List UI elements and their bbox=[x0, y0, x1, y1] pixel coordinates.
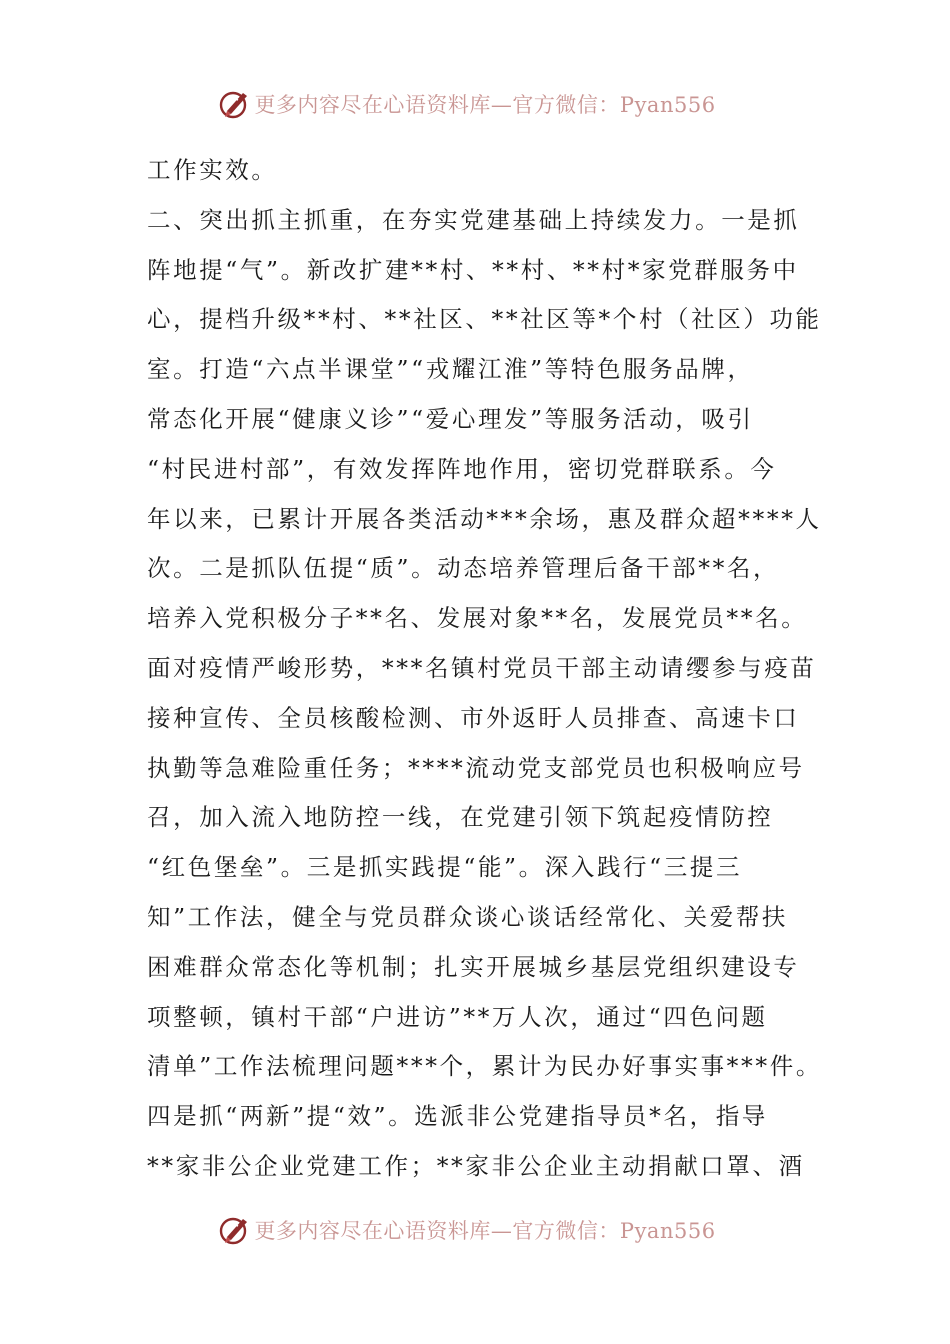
pen-logo-icon bbox=[218, 1213, 252, 1247]
text-line: 心，提档升级**村、**社区、**社区等*个村（社区）功能 bbox=[147, 305, 822, 334]
text-line: 室。打造“六点半课堂”“戎耀江淮”等特色服务品牌， bbox=[147, 355, 754, 384]
text-line: 年以来，已累计开展各类活动***余场，惠及群众超****人 bbox=[147, 504, 822, 533]
text-line: 清单”工作法梳理问题***个，累计为民办好事实事***件。 bbox=[147, 1052, 822, 1081]
header-watermark bbox=[0, 84, 950, 124]
text-line: 面对疫情严峻形势，***名镇村党员干部主动请缨参与疫苗 bbox=[147, 653, 817, 682]
header-watermark-content bbox=[218, 87, 715, 121]
text-line: 接种宣传、全员核酸检测、市外返盱人员排查、高速卡口 bbox=[147, 703, 800, 732]
text-line: 四是抓“两新”提“效”。选派非公党建指导员*名，指导 bbox=[147, 1102, 768, 1131]
footer-watermark bbox=[0, 1210, 950, 1250]
text-line: **家非公企业党建工作；**家非公企业主动捐献口罩、酒 bbox=[147, 1151, 805, 1180]
text-line: “村民进村部”，有效发挥阵地作用，密切党群联系。今 bbox=[147, 454, 777, 483]
watermark-text: 更多内容尽在心语资料库—官方微信：Pyan556 bbox=[254, 1219, 716, 1243]
pen-logo-icon bbox=[218, 87, 252, 121]
text-line: 困难群众常态化等机制；扎实开展城乡基层党组织建设专 bbox=[147, 952, 800, 981]
text-line: 常态化开展“健康义诊”“爱心理发”等服务活动，吸引 bbox=[147, 404, 754, 433]
footer-watermark-content bbox=[218, 1213, 715, 1247]
text-line: 次。二是抓队伍提“质”。动态培养管理后备干部**名， bbox=[147, 554, 780, 583]
document-body bbox=[147, 146, 827, 1192]
text-line: 知”工作法，健全与党员群众谈心谈话经常化、关爱帮扶 bbox=[147, 902, 789, 931]
text-line: 阵地提“气”。新改扩建**村、**村、**村*家党群服务中 bbox=[147, 255, 799, 284]
watermark-text: 更多内容尽在心语资料库—官方微信：Pyan556 bbox=[254, 93, 716, 117]
text-line: 执勤等急难险重任务；****流动党支部党员也积极响应号 bbox=[147, 753, 805, 782]
text-line: 项整顿，镇村干部“户进访”**万人次，通过“四色问题 bbox=[147, 1002, 768, 1031]
text-line: 二、突出抓主抓重，在夯实党建基础上持续发力。一是抓 bbox=[147, 205, 800, 234]
text-line: 培养入党积极分子**名、发展对象**名，发展党员**名。 bbox=[147, 604, 808, 633]
text-line: “红色堡垒”。三是抓实践提“能”。深入践行“三提三 bbox=[147, 853, 743, 882]
text-line: 召，加入流入地防控一线，在党建引领下筑起疫情防控 bbox=[147, 803, 774, 832]
text-line: 工作实效。 bbox=[147, 156, 278, 184]
